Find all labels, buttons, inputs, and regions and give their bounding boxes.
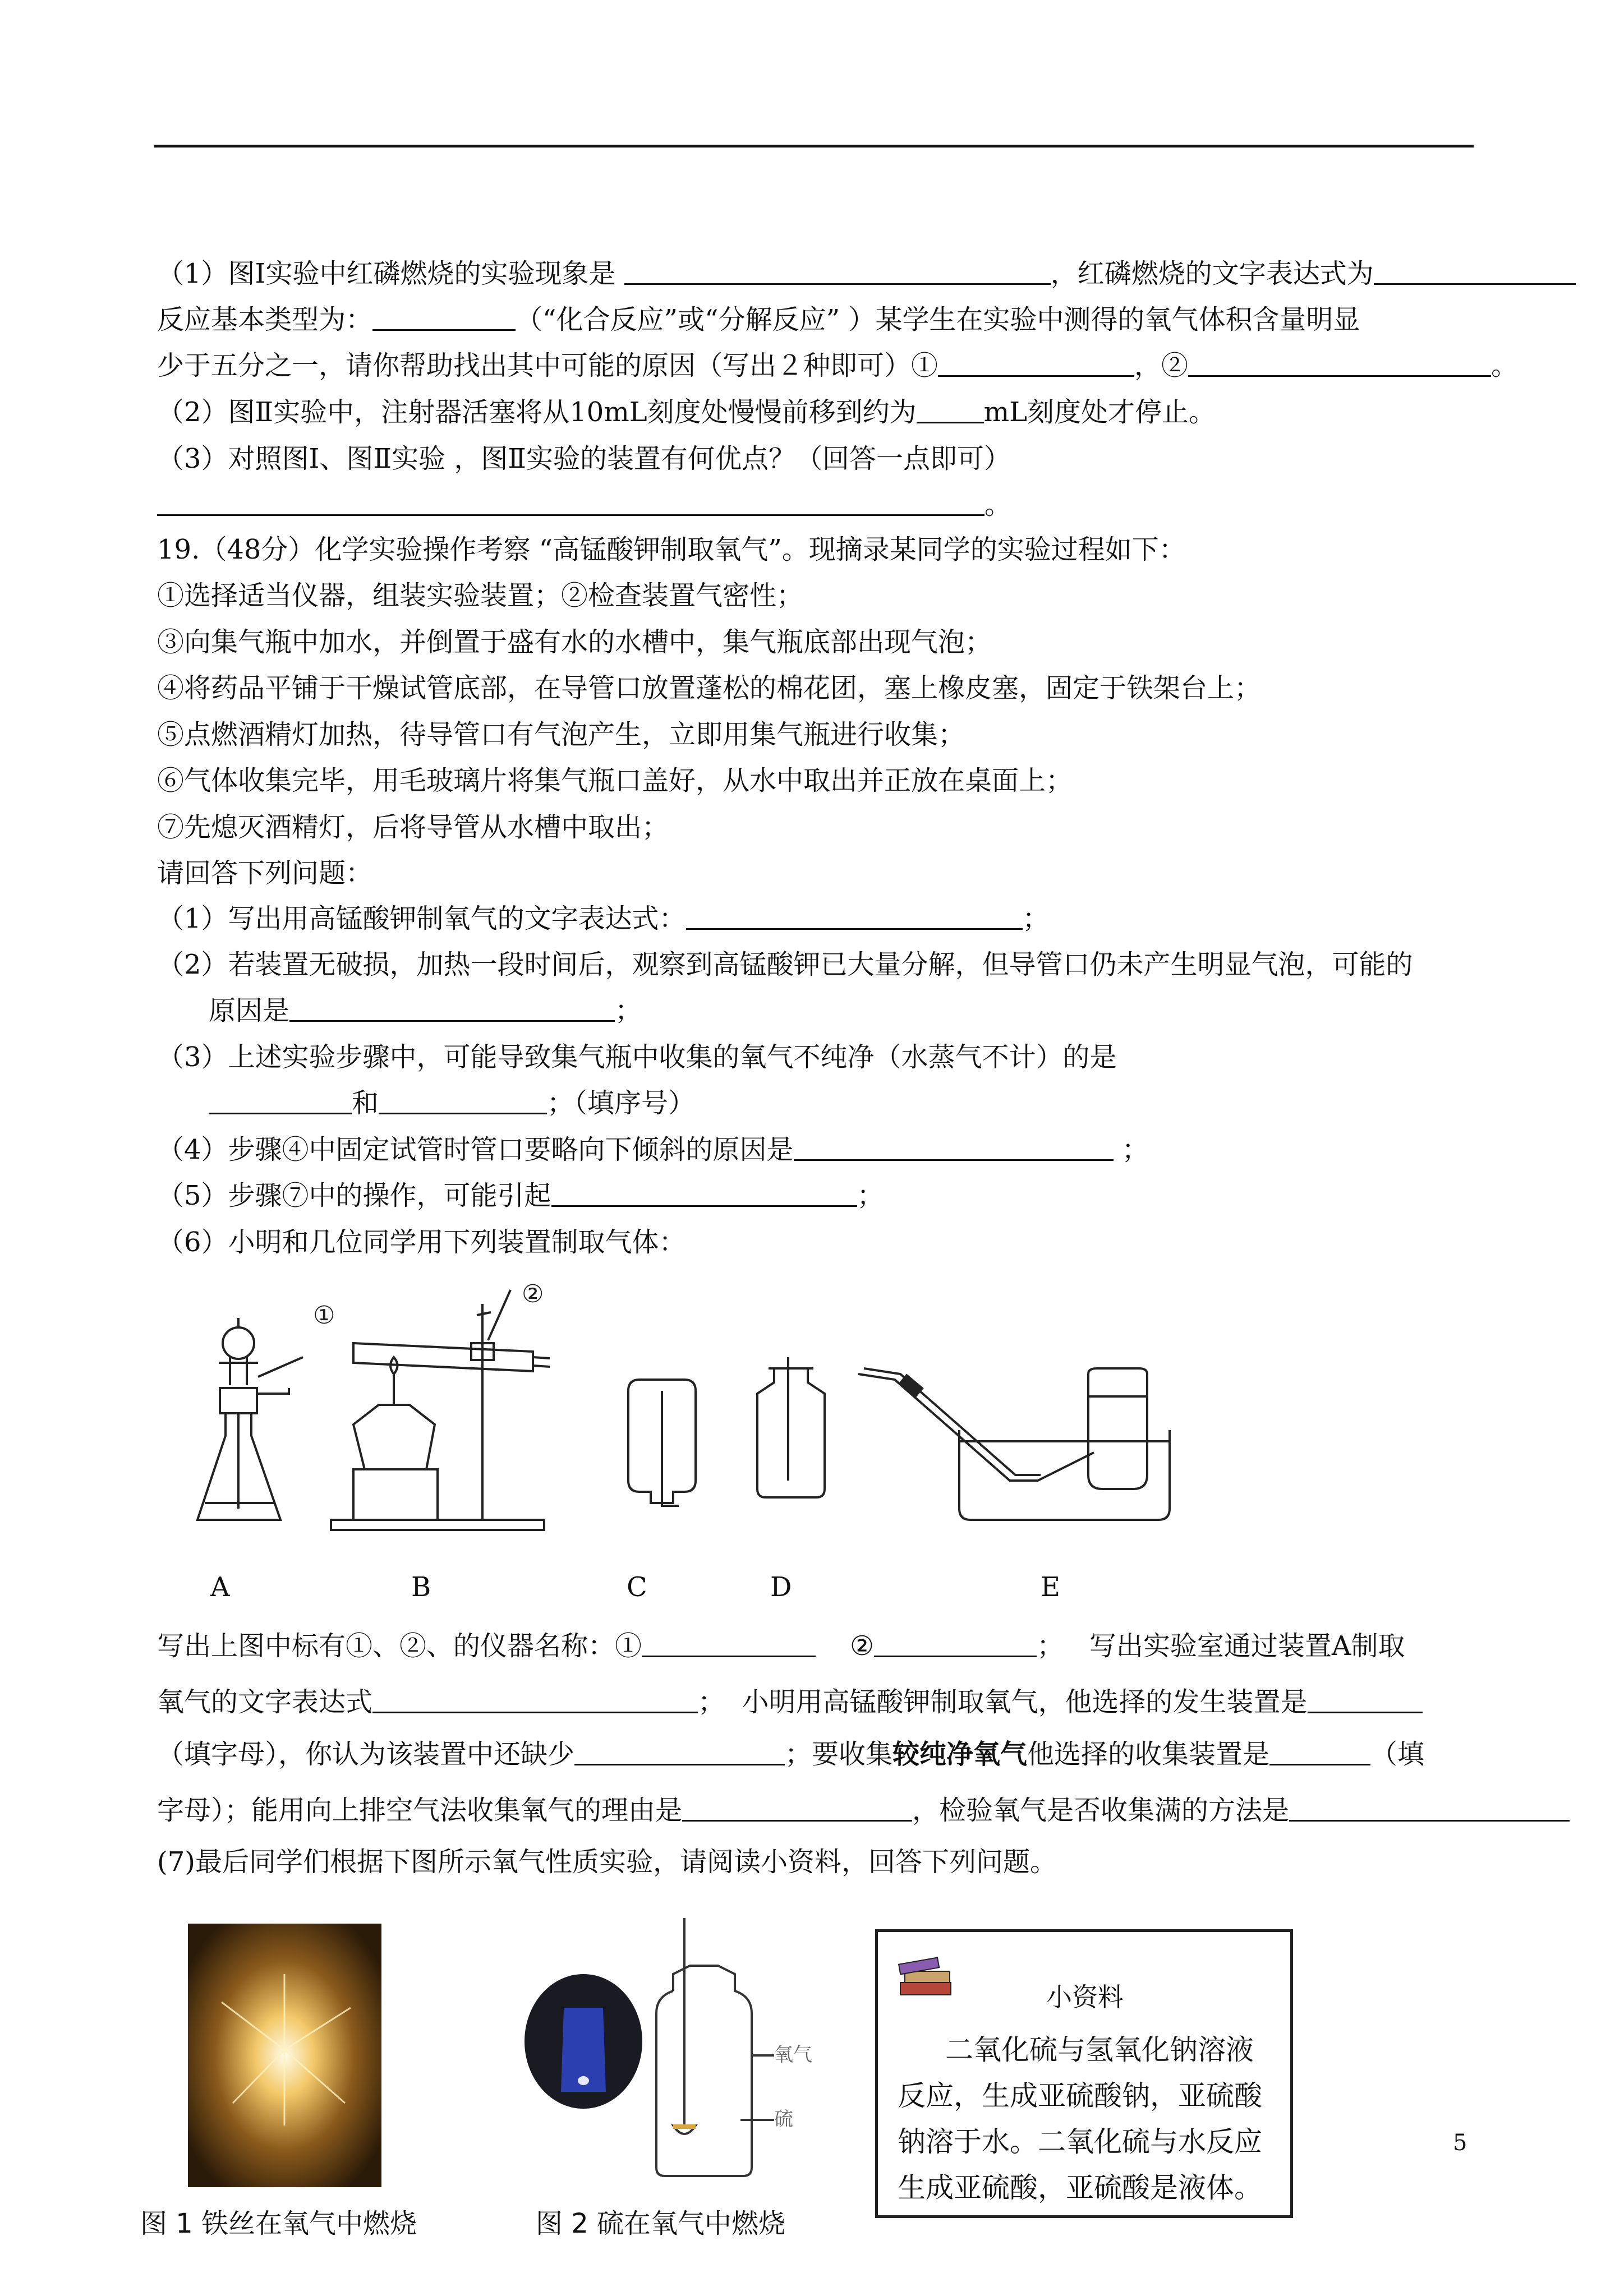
q19-sub6: （6）小明和几位同学用下列装置制取气体：: [157, 1227, 686, 1258]
answer-blank[interactable]: [1308, 1687, 1423, 1713]
marker-1: ①: [313, 1301, 335, 1330]
answer-blank[interactable]: [794, 1135, 1114, 1161]
fig2-sulfur-burning: [505, 1912, 864, 2193]
marker-2: ②: [522, 1280, 544, 1308]
q19-sub1: （1）写出用高锰酸钾制氧气的文字表达式： ；: [157, 903, 1050, 934]
q19-step: ⑤点燃酒精灯加热，待导管口有气泡产生，立即用集气瓶进行收集；: [157, 719, 965, 750]
label-e: E: [1041, 1571, 1061, 1603]
q18-part1-line1: （1）图Ⅰ实验中红磷燃烧的实验现象是 ，红磷燃烧的文字表达式为: [157, 257, 1576, 291]
answer-blank[interactable]: [682, 1795, 912, 1822]
answer-blank[interactable]: [372, 1687, 698, 1713]
q19-sub6-line1: 写出上图中标有①、②、的仪器名称：① ② ； 写出实验室通过装置A制取: [157, 1630, 1405, 1662]
header-rule: [154, 145, 1474, 147]
label-c: C: [627, 1571, 647, 1603]
label-sulfur: 硫: [774, 2108, 793, 2131]
info-line: 反应，生成亚硫酸钠，亚硫酸: [898, 2080, 1262, 2112]
q19-sub2-b: 原因是 ；: [209, 995, 642, 1026]
answer-blank[interactable]: [624, 259, 1051, 285]
q19-sub4: （4）步骤④中固定试管时管口要略向下倾斜的原因是 ；: [157, 1134, 1149, 1165]
answer-blank[interactable]: [372, 305, 516, 331]
page-number: 5: [1453, 2130, 1467, 2156]
answer-blank[interactable]: [686, 903, 1023, 930]
info-line: 钠溶于水。二氧化硫与水反应: [898, 2126, 1262, 2158]
answer-blank[interactable]: [917, 397, 984, 423]
answer-blank[interactable]: [1289, 1795, 1570, 1822]
answer-blank[interactable]: [379, 1088, 547, 1114]
q19-sub5: （5）步骤⑦中的操作，可能引起 ；: [157, 1180, 884, 1211]
q18-part3-answer: 。: [157, 488, 1011, 522]
q19-title: 19.（48分）化学实验操作考察 “高锰酸钾制取氧气”。现摘录某同学的实验过程如下：: [157, 534, 1186, 565]
answer-blank[interactable]: [874, 1631, 1037, 1657]
info-title: 小资料: [1046, 1982, 1124, 2012]
q19-sub2: （2）若装置无破损，加热一段时间后，观察到高锰酸钾已大量分解，但导管口仍未产生明显气泡，可能的: [157, 949, 1413, 980]
apparatus-d-bottle: [757, 1357, 825, 1497]
q19-sub3-b: 和 ；（填序号）: [209, 1086, 695, 1120]
apparatus-c-bottle: [628, 1380, 696, 1506]
q19-ask: 请回答下列问题：: [157, 857, 373, 889]
q19-sub6-line3: （填字母），你认为该装置中还缺少 ；要收集较纯净氧气他选择的收集装置是 （填: [157, 1739, 1425, 1770]
info-line: 二氧化硫与氢氧化钠溶液: [945, 2034, 1254, 2066]
answer-blank[interactable]: [642, 1631, 816, 1657]
answer-blank[interactable]: [157, 490, 984, 516]
q18-part2: （2）图Ⅱ实验中，注射器活塞将从10mL刻度处慢慢前移到约为 mL刻度处才停止。: [157, 397, 1216, 428]
q19-sub3: （3）上述实验步骤中，可能导致集气瓶中收集的氧气不纯净（水蒸气不计）的是: [157, 1041, 1117, 1073]
label-b: B: [411, 1571, 431, 1603]
fig1-caption: 图 1 铁丝在氧气中燃烧: [140, 2208, 417, 2239]
q18-part1-line3: 少于五分之一，请你帮助找出其中可能的原因（写出２种即可）① ，② 。: [157, 350, 1519, 381]
q19-step: ⑦先熄灭酒精灯，后将导管从水槽中取出；: [157, 812, 669, 843]
q19-sub7: (7)最后同学们根据下图所示氧气性质实验，请阅读小资料，回答下列问题。: [157, 1846, 1057, 1878]
apparatus-a-flask: [197, 1318, 303, 1520]
answer-blank[interactable]: [938, 351, 1134, 377]
q19-sub6-line4: 字母）；能用向上排空气法收集氧气的理由是 ，检验氧气是否收集满的方法是: [157, 1794, 1570, 1827]
answer-blank[interactable]: [1374, 259, 1576, 285]
answer-blank[interactable]: [1188, 351, 1491, 377]
answer-blank[interactable]: [289, 995, 615, 1022]
q19-sub6-line2: 氧气的文字表达式 ； 小明用高锰酸钾制取氧气，他选择的发生装置是: [157, 1685, 1423, 1719]
label-oxygen: 氧气: [774, 2044, 812, 2066]
apparatus-figure: [185, 1273, 1195, 1537]
apparatus-b-heating: [331, 1290, 550, 1530]
q18-part3: （3）对照图Ⅰ、图Ⅱ实验 ，图Ⅱ实验的装置有何优点？（回答一点即可）: [157, 443, 1011, 474]
answer-blank[interactable]: [551, 1181, 857, 1207]
apparatus-e-trough: [858, 1368, 1170, 1520]
answer-blank[interactable]: [1269, 1739, 1370, 1765]
answer-blank[interactable]: [574, 1739, 785, 1765]
q19-step: ④将药品平铺于干燥试管底部，在导管口放置蓬松的棉花团，塞上橡皮塞，固定于铁架台上；: [157, 672, 1262, 704]
q18-part1-line2: 反应基本类型为： （“化合反应”或“分解反应” ）某学生在实验中测得的氧气体积含量明显: [157, 304, 1360, 335]
fig2-caption: 图 2 硫在氧气中燃烧: [536, 2208, 786, 2239]
label-d: D: [770, 1571, 792, 1603]
info-line: 生成亚硫酸，亚硫酸是液体。: [898, 2171, 1262, 2204]
q19-step: ①选择适当仪器，组装实验装置；②检查装置气密性；: [157, 580, 804, 611]
books-icon: [895, 1954, 956, 2002]
answer-blank[interactable]: [209, 1088, 352, 1114]
label-a: A: [210, 1571, 230, 1603]
info-box: [875, 1929, 1293, 2218]
fig1-iron-burning-photo: [188, 1924, 381, 2187]
q19-step: ③向集气瓶中加水，并倒置于盛有水的水槽中，集气瓶底部出现气泡；: [157, 626, 992, 658]
q19-step: ⑥气体收集完毕，用毛玻璃片将集气瓶口盖好，从水中取出并正放在桌面上；: [157, 765, 1073, 796]
